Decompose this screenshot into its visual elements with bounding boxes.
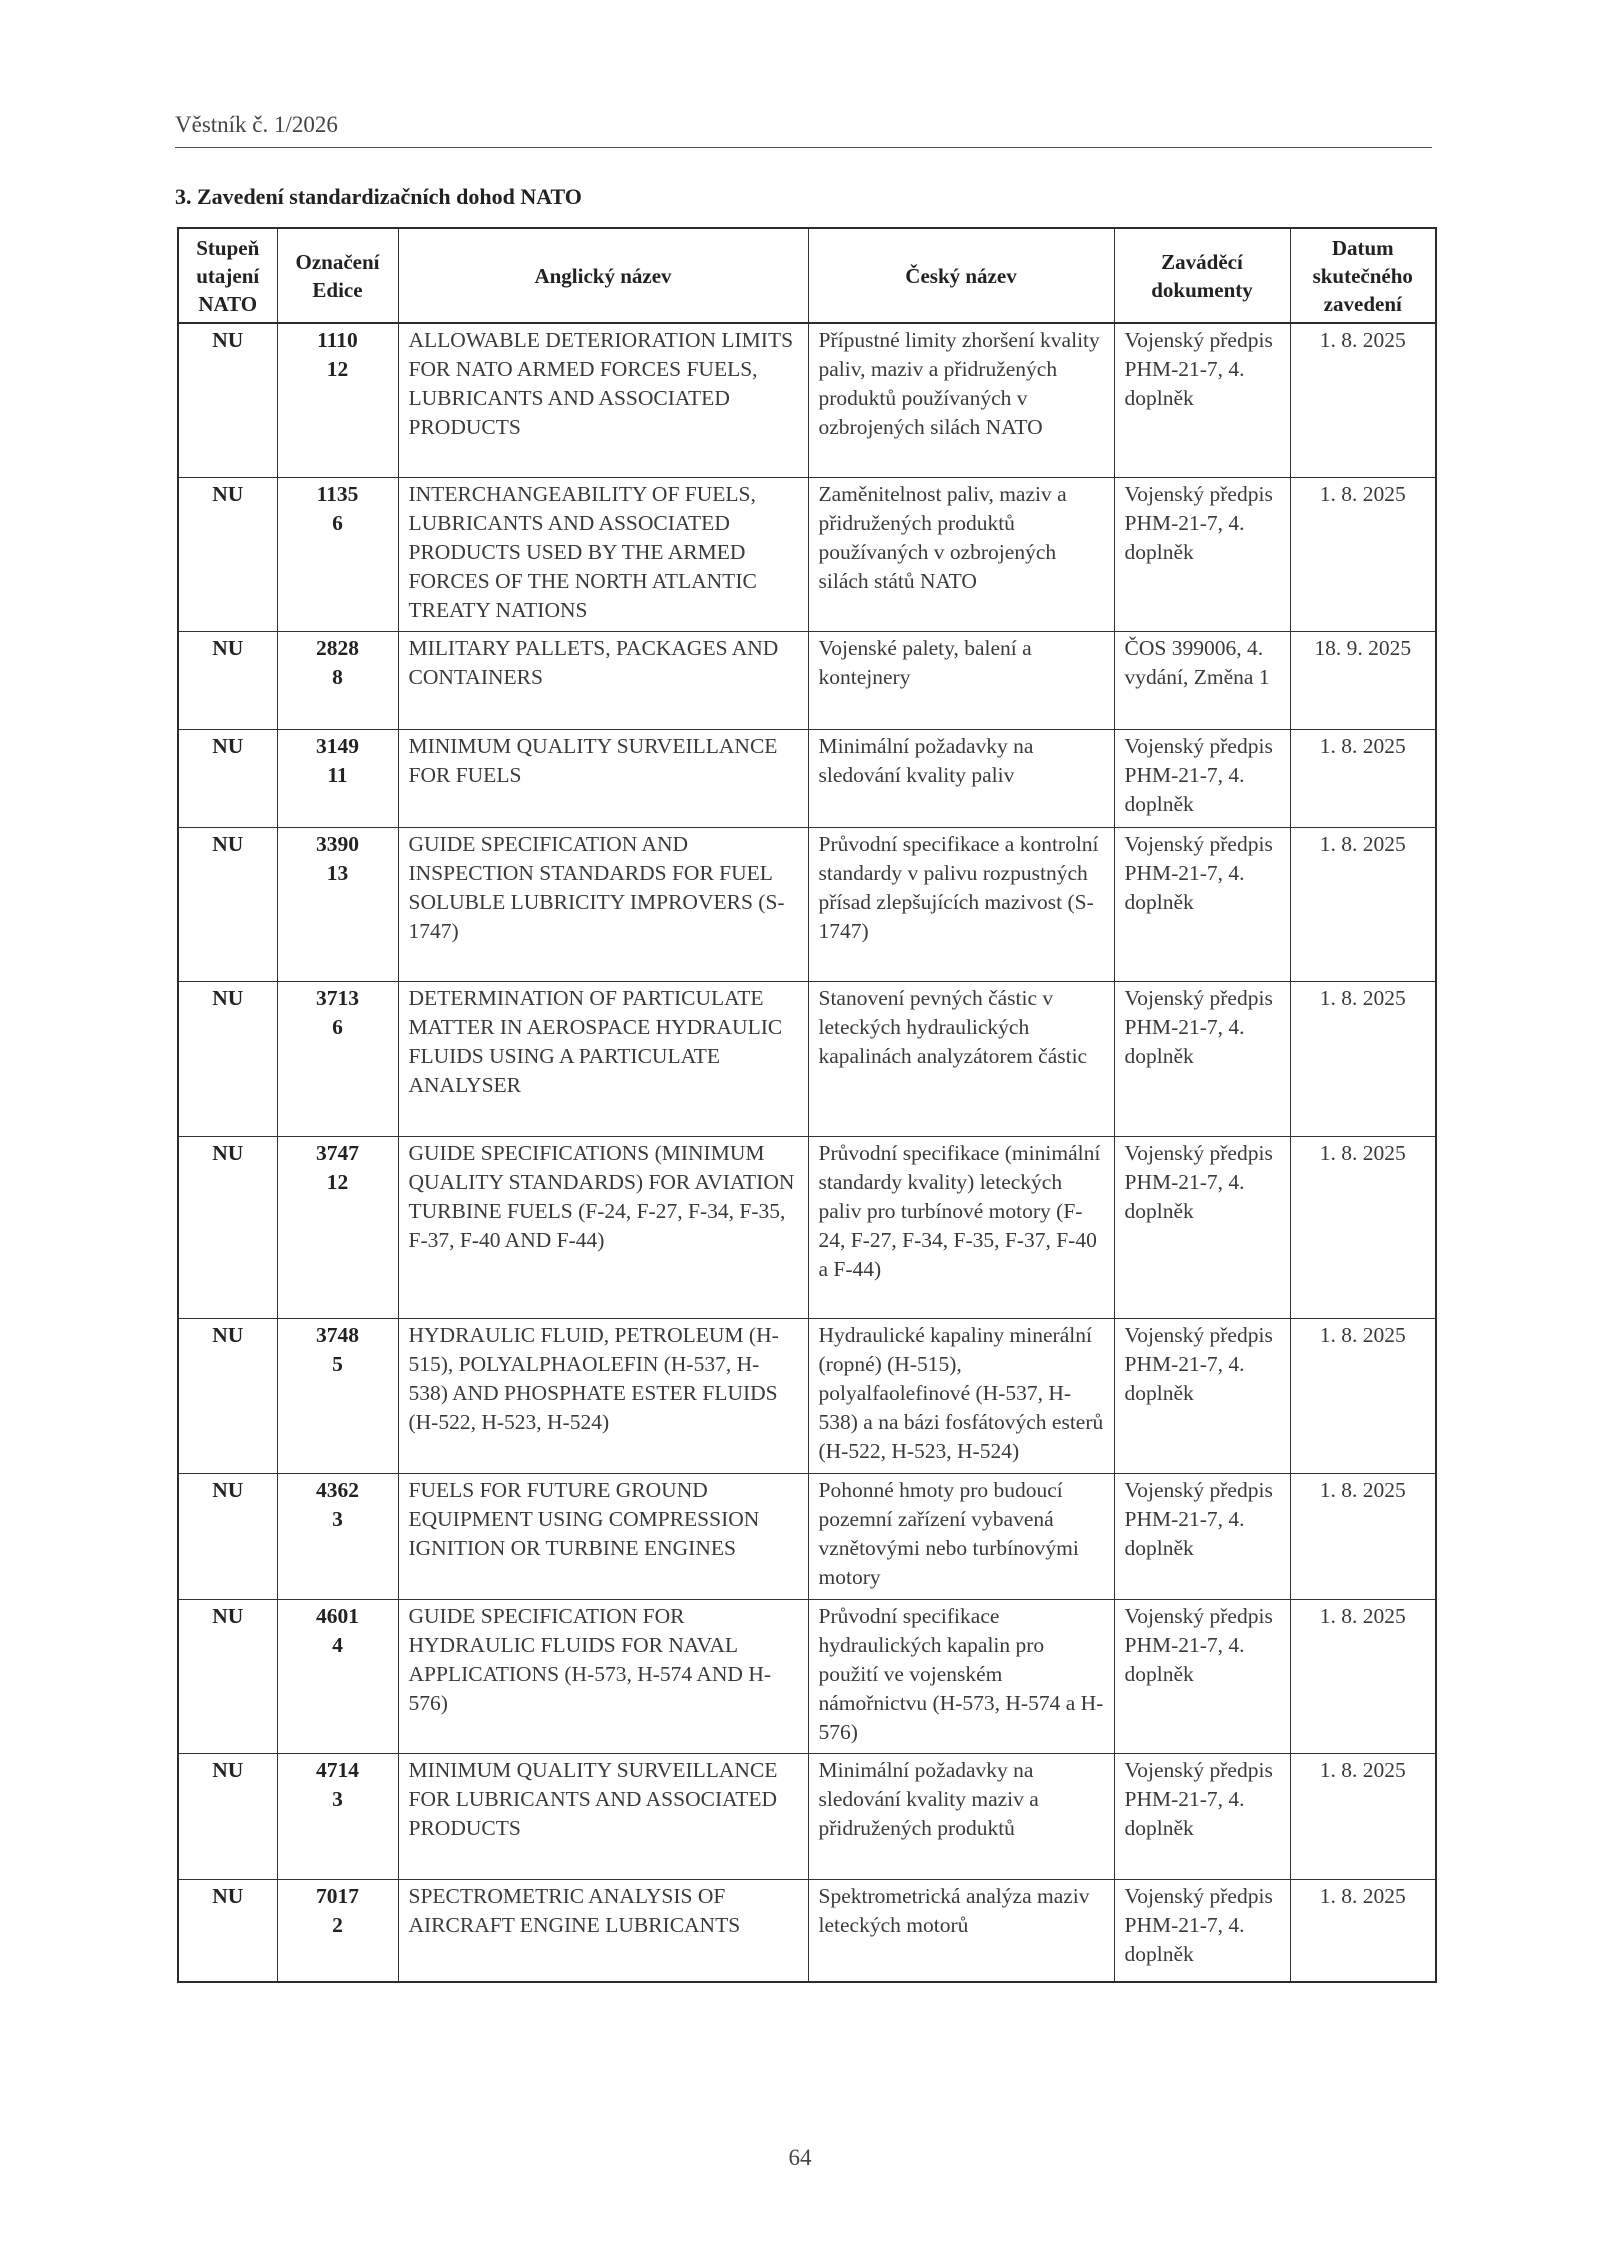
edice-value: 3 xyxy=(332,1506,343,1531)
datum-value: 1. 8. 2025 xyxy=(1319,986,1406,1011)
cell-zavadeci xyxy=(1114,1319,1290,1473)
stupen-value: NU xyxy=(212,481,244,506)
cell-stupen xyxy=(178,982,277,1136)
zavadeci-value: Vojenský předpis PHM-21-7, 4. doplněk xyxy=(1124,1477,1273,1560)
cell-cesky xyxy=(808,730,1114,828)
edice-value: 5 xyxy=(332,1352,343,1377)
cell-anglicky xyxy=(398,1880,808,1982)
anglicky-value: MINIMUM QUALITY SURVEILLANCE FOR FUELS xyxy=(408,734,778,788)
page-number: 64 xyxy=(788,2145,812,2170)
cesky-value: Minimální požadavky na sledování kvality paliv xyxy=(818,734,1034,788)
edice-value: 6 xyxy=(332,1015,343,1040)
cell-datum xyxy=(1290,1473,1436,1599)
edice-value: 2 xyxy=(332,1913,343,1938)
zavadeci-value: Vojenský předpis PHM-21-7, 4. doplněk xyxy=(1124,481,1273,564)
oznaceni-value: 7017 xyxy=(316,1884,359,1909)
cell-zavadeci xyxy=(1114,323,1290,477)
edice-value: 12 xyxy=(326,357,349,381)
cell-stupen xyxy=(178,1136,277,1319)
oznaceni-value: 1135 xyxy=(316,481,359,506)
oznaceni-value: 2828 xyxy=(316,636,359,661)
cell-zavadeci xyxy=(1114,477,1290,631)
cell-cesky xyxy=(808,982,1114,1136)
cell-anglicky xyxy=(398,1136,808,1319)
cesky-value: Průvodní specifikace a kontrolní standardy v palivu rozpustných přísad zlepšujících mazivost (S-1747) xyxy=(818,832,1099,944)
edice-value: 13 xyxy=(326,861,349,886)
page-header: Věstník č. 1/2026 xyxy=(175,112,1432,148)
cell-anglicky xyxy=(398,632,808,730)
cell-cesky xyxy=(808,632,1114,730)
cell-stupen xyxy=(178,730,277,828)
oznaceni-value: 3149 xyxy=(316,734,359,759)
cell-stupen xyxy=(178,828,277,982)
table-row xyxy=(178,477,1436,631)
cell-zavadeci xyxy=(1114,730,1290,828)
standards-table xyxy=(177,227,1437,1983)
cell-datum xyxy=(1290,982,1436,1136)
cesky-value: Spektrometrická analýza maziv leteckých motorů xyxy=(818,1884,1090,1938)
oznaceni-value: 4714 xyxy=(316,1758,359,1783)
cell-oznaceni xyxy=(277,1880,398,1982)
edice-value: 3 xyxy=(332,1787,343,1812)
cell-datum xyxy=(1290,477,1436,631)
cell-cesky xyxy=(808,1599,1114,1753)
col-header-anglicky: Anglický název xyxy=(398,228,808,323)
oznaceni-value: 4362 xyxy=(316,1477,359,1502)
stupen-value: NU xyxy=(212,1140,244,1165)
cell-oznaceni xyxy=(277,982,398,1136)
datum-value: 1. 8. 2025 xyxy=(1319,832,1406,857)
col-header-oznaceni: Označení Edice xyxy=(277,228,398,323)
cell-anglicky xyxy=(398,982,808,1136)
cell-datum xyxy=(1290,632,1436,730)
anglicky-value: SPECTROMETRIC ANALYSIS OF AIRCRAFT ENGINE LUBRICANTS xyxy=(408,1884,741,1938)
table-body xyxy=(178,323,1436,1982)
cell-anglicky xyxy=(398,323,808,477)
cell-stupen xyxy=(178,1754,277,1880)
cesky-value: Minimální požadavky na sledování kvality maziv a přidružených produktů xyxy=(818,1758,1039,1841)
cell-oznaceni xyxy=(277,730,398,828)
cell-cesky xyxy=(808,323,1114,477)
cell-cesky xyxy=(808,1136,1114,1319)
cell-anglicky xyxy=(398,477,808,631)
cell-datum xyxy=(1290,1880,1436,1982)
stupen-value: NU xyxy=(212,832,244,857)
cell-cesky xyxy=(808,1754,1114,1880)
stupen-value: NU xyxy=(212,328,244,352)
cesky-value: Průvodní specifikace (minimální standardy kvality) leteckých paliv pro turbínové motory (F-24, F-27, F-34, F-35, F-37, F-40 a F-44) xyxy=(818,1140,1101,1281)
cell-datum xyxy=(1290,1136,1436,1319)
cell-anglicky xyxy=(398,1599,808,1753)
cesky-value: Přípustné limity zhoršení kvality paliv, maziv a přidružených produktů používaných v ozbrojených silách NATO xyxy=(818,328,1100,439)
col-header-datum: Datum skutečného zavedení xyxy=(1290,228,1436,323)
table-row xyxy=(178,1319,1436,1473)
oznaceni-value: 3748 xyxy=(316,1323,359,1348)
datum-value: 1. 8. 2025 xyxy=(1319,734,1406,759)
cesky-value: Zaměnitelnost paliv, maziv a přidružených produktů používaných v ozbrojených silách států NATO xyxy=(818,481,1067,593)
cell-oznaceni xyxy=(277,1473,398,1599)
cell-zavadeci xyxy=(1114,1136,1290,1319)
cell-oznaceni xyxy=(277,1319,398,1473)
cell-zavadeci xyxy=(1114,828,1290,982)
cell-oznaceni xyxy=(277,477,398,631)
cesky-value: Vojenské palety, balení a kontejnery xyxy=(818,636,1032,690)
cesky-value: Hydraulické kapaliny minerální (ropné) (H-515), polyalfaolefinové (H-537, H-538) a na bázi fosfátových esterů (H-522, H-523, H-524) xyxy=(818,1323,1104,1464)
cell-datum xyxy=(1290,730,1436,828)
cell-zavadeci xyxy=(1114,1880,1290,1982)
anglicky-value: INTERCHANGEABILITY OF FUELS, LUBRICANTS AND ASSOCIATED PRODUCTS USED BY THE ARMED FORCES OF THE NORTH ATLANTIC TREATY NATIONS xyxy=(408,481,757,622)
cell-zavadeci xyxy=(1114,1473,1290,1599)
table-row xyxy=(178,730,1436,828)
anglicky-value: HYDRAULIC FLUID, PETROLEUM (H-515), POLYALPHAOLEFIN (H-537, H-538) AND PHOSPHATE ESTER FLUIDS (H-522, H-523, H-524) xyxy=(408,1323,779,1435)
cell-zavadeci xyxy=(1114,632,1290,730)
cesky-value: Průvodní specifikace hydraulických kapalin pro použití ve vojenském námořnictvu (H-573, H-574 a H-576) xyxy=(818,1603,1104,1744)
cell-cesky xyxy=(808,477,1114,631)
col-header-zavadeci: Zaváděcí dokumenty xyxy=(1114,228,1290,323)
cell-anglicky xyxy=(398,730,808,828)
cell-anglicky xyxy=(398,1319,808,1473)
stupen-value: NU xyxy=(212,734,244,759)
cell-datum xyxy=(1290,323,1436,477)
stupen-value: NU xyxy=(212,1323,244,1348)
zavadeci-value: Vojenský předpis PHM-21-7, 4. doplněk xyxy=(1124,1323,1273,1406)
cell-stupen xyxy=(178,1880,277,1982)
zavadeci-value: Vojenský předpis PHM-21-7, 4. doplněk xyxy=(1124,986,1273,1069)
cell-cesky xyxy=(808,828,1114,982)
cell-oznaceni xyxy=(277,1754,398,1880)
section-title: 3. Zavedení standardizačních dohod NATO xyxy=(175,184,582,209)
edice-value: 6 xyxy=(332,510,343,535)
cell-stupen xyxy=(178,632,277,730)
datum-value: 1. 8. 2025 xyxy=(1319,1477,1406,1502)
anglicky-value: GUIDE SPECIFICATION FOR HYDRAULIC FLUIDS FOR NAVAL APPLICATIONS (H-573, H-574 AND H-576) xyxy=(408,1603,772,1715)
cell-oznaceni xyxy=(277,1599,398,1753)
table-row xyxy=(178,982,1436,1136)
edice-value: 4 xyxy=(332,1632,343,1657)
cell-datum xyxy=(1290,1754,1436,1880)
anglicky-value: FUELS FOR FUTURE GROUND EQUIPMENT USING COMPRESSION IGNITION OR TURBINE ENGINES xyxy=(408,1477,760,1560)
oznaceni-value: 3747 xyxy=(316,1140,359,1165)
anglicky-value: GUIDE SPECIFICATION AND INSPECTION STANDARDS FOR FUEL SOLUBLE LUBRICITY IMPROVERS (S-1747) xyxy=(408,832,785,944)
stupen-value: NU xyxy=(212,1603,244,1628)
cell-anglicky xyxy=(398,1473,808,1599)
cell-cesky xyxy=(808,1473,1114,1599)
cell-anglicky xyxy=(398,1754,808,1880)
cell-cesky xyxy=(808,1319,1114,1473)
zavadeci-value: Vojenský předpis PHM-21-7, 4. doplněk xyxy=(1124,1758,1273,1841)
datum-value: 1. 8. 2025 xyxy=(1319,1884,1406,1909)
table-row xyxy=(178,1754,1436,1880)
cesky-value: Stanovení pevných částic v leteckých hydraulických kapalinách analyzátorem částic xyxy=(818,986,1088,1069)
cell-oznaceni xyxy=(277,632,398,730)
cell-oznaceni xyxy=(277,828,398,982)
cell-datum xyxy=(1290,1599,1436,1753)
cell-datum xyxy=(1290,828,1436,982)
anglicky-value: ALLOWABLE DETERIORATION LIMITS FOR NATO ARMED FORCES FUELS, LUBRICANTS AND ASSOCIATED PRODUCTS xyxy=(408,328,794,439)
datum-value: 1. 8. 2025 xyxy=(1319,1758,1406,1783)
zavadeci-value: Vojenský předpis PHM-21-7, 4. doplněk xyxy=(1124,1140,1273,1223)
oznaceni-value: 1110 xyxy=(317,328,358,352)
edice-value: 12 xyxy=(326,1169,349,1194)
zavadeci-value: Vojenský předpis PHM-21-7, 4. doplněk xyxy=(1124,832,1273,915)
cell-stupen xyxy=(178,477,277,631)
stupen-value: NU xyxy=(212,1477,244,1502)
zavadeci-value: ČOS 399006, 4. vydání, Změna 1 xyxy=(1124,636,1270,690)
table-row xyxy=(178,1136,1436,1319)
stupen-value: NU xyxy=(212,1758,244,1783)
table-row xyxy=(178,1473,1436,1599)
zavadeci-value: Vojenský předpis PHM-21-7, 4. doplněk xyxy=(1124,1603,1273,1686)
cesky-value: Pohonné hmoty pro budoucí pozemní zařízení vybavená vznětovými nebo turbínovými motory xyxy=(818,1477,1079,1589)
stupen-value: NU xyxy=(212,1884,244,1909)
cell-zavadeci xyxy=(1114,1599,1290,1753)
col-header-cesky: Český název xyxy=(808,228,1114,323)
oznaceni-value: 3713 xyxy=(316,986,359,1011)
cell-stupen xyxy=(178,1599,277,1753)
cell-zavadeci xyxy=(1114,982,1290,1136)
datum-value: 1. 8. 2025 xyxy=(1319,1603,1406,1628)
cell-oznaceni xyxy=(277,323,398,477)
table-row xyxy=(178,1880,1436,1982)
cell-stupen xyxy=(178,1319,277,1473)
edice-value: 8 xyxy=(332,665,343,690)
oznaceni-value: 4601 xyxy=(316,1603,359,1628)
table-row xyxy=(178,828,1436,982)
table-row xyxy=(178,1599,1436,1753)
stupen-value: NU xyxy=(212,636,244,661)
anglicky-value: MINIMUM QUALITY SURVEILLANCE FOR LUBRICANTS AND ASSOCIATED PRODUCTS xyxy=(408,1758,778,1841)
datum-value: 1. 8. 2025 xyxy=(1319,481,1406,506)
datum-value: 1. 8. 2025 xyxy=(1319,328,1406,352)
cell-cesky xyxy=(808,1880,1114,1982)
datum-value: 18. 9. 2025 xyxy=(1314,636,1412,661)
table-row xyxy=(178,632,1436,730)
zavadeci-value: Vojenský předpis PHM-21-7, 4. doplněk xyxy=(1124,328,1273,410)
col-header-stupen: Stupeň utajení NATO xyxy=(178,228,277,323)
anglicky-value: GUIDE SPECIFICATIONS (MINIMUM QUALITY STANDARDS) FOR AVIATION TURBINE FUELS (F-24, F-27, F-34, F-35, F-37, F-40 AND F-44) xyxy=(408,1140,795,1252)
oznaceni-value: 3390 xyxy=(316,832,359,857)
table-row xyxy=(178,323,1436,477)
datum-value: 1. 8. 2025 xyxy=(1319,1323,1406,1348)
cell-oznaceni xyxy=(277,1136,398,1319)
zavadeci-value: Vojenský předpis PHM-21-7, 4. doplněk xyxy=(1124,1884,1273,1967)
anglicky-value: DETERMINATION OF PARTICULATE MATTER IN AEROSPACE HYDRAULIC FLUIDS USING A PARTICULATE ANALYSER xyxy=(408,986,783,1098)
cell-stupen xyxy=(178,323,277,477)
edice-value: 11 xyxy=(327,763,348,788)
stupen-value: NU xyxy=(212,986,244,1011)
zavadeci-value: Vojenský předpis PHM-21-7, 4. doplněk xyxy=(1124,734,1273,817)
cell-datum xyxy=(1290,1319,1436,1473)
datum-value: 1. 8. 2025 xyxy=(1319,1140,1406,1165)
anglicky-value: MILITARY PALLETS, PACKAGES AND CONTAINERS xyxy=(408,636,779,690)
cell-stupen xyxy=(178,1473,277,1599)
table-header-row xyxy=(178,228,1436,323)
cell-anglicky xyxy=(398,828,808,982)
cell-zavadeci xyxy=(1114,1754,1290,1880)
